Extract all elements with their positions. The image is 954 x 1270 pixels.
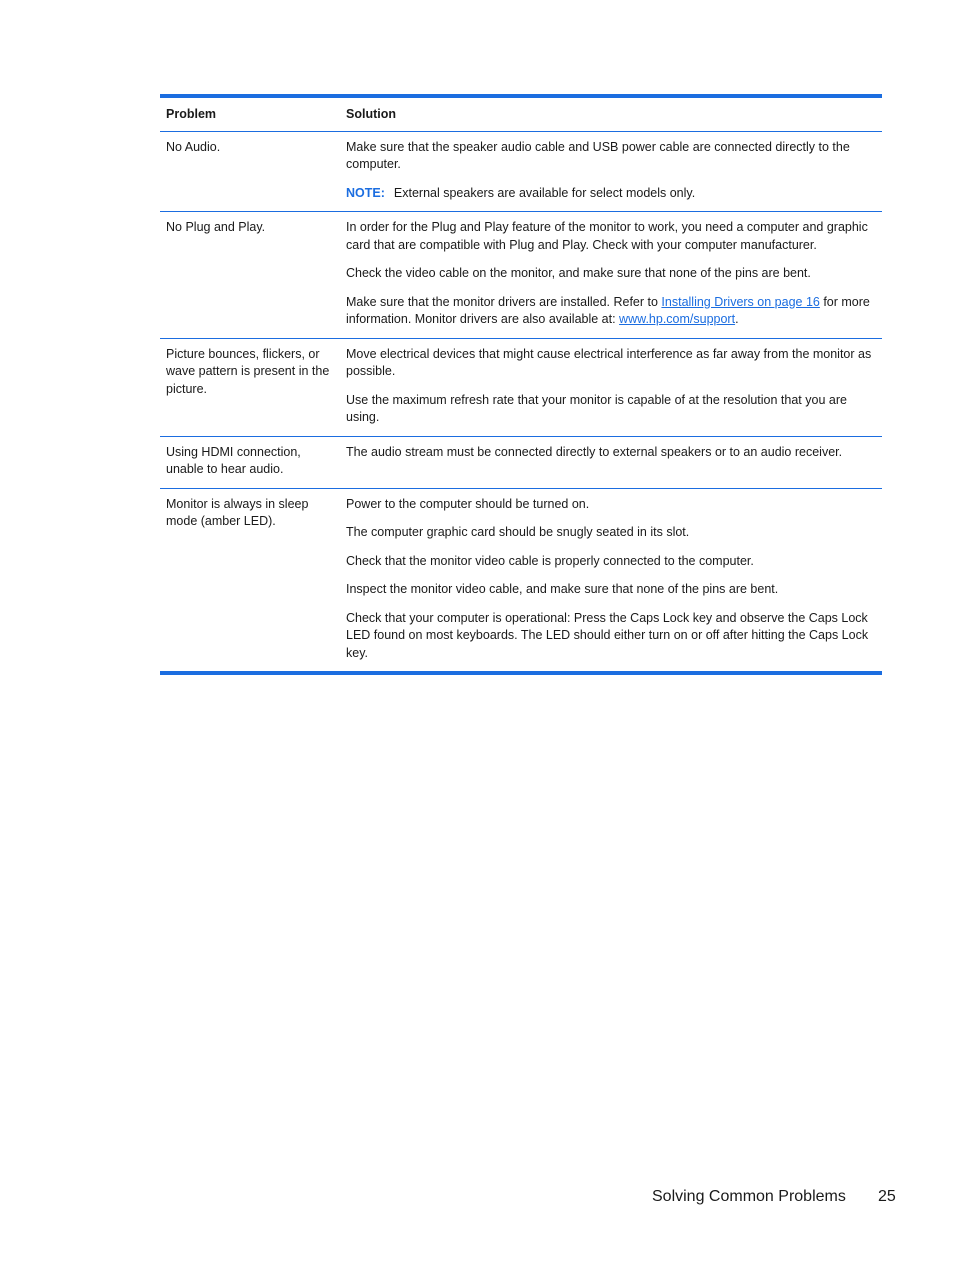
solution-text: In order for the Plug and Play feature of the monitor to work, you need a computer and graphic card that are compatible with Plug and Play. Check with your computer manufacturer. (346, 220, 868, 252)
solution-text: The computer graphic card should be snugly seated in its slot. (346, 525, 690, 539)
solution-text: Check that the monitor video cable is properly connected to the computer. (346, 553, 754, 568)
problem-cell: Using HDMI connection, unable to hear audio. (160, 436, 340, 488)
problem-cell: No Plug and Play. (160, 212, 340, 339)
solution-text: The audio stream must be connected directly to external speakers or to an audio receiver. (346, 444, 843, 459)
footer-section-title: Solving Common Problems (652, 1188, 846, 1205)
hp-support-link[interactable]: www.hp.com/support (619, 312, 736, 326)
solution-text: Check the video cable on the monitor, and make sure that none of the pins are bent. (346, 266, 811, 280)
problem-cell: Monitor is always in sleep mode (amber LED). (166, 496, 309, 528)
solution-cell (340, 212, 882, 339)
solution-cell (340, 338, 882, 436)
header-problem: Problem (160, 98, 340, 131)
header-solution: Solution (340, 98, 882, 131)
note-label: NOTE: (346, 185, 385, 200)
table-header-row (160, 98, 882, 131)
table-row (160, 131, 882, 212)
drivers-suffix: . (735, 312, 739, 326)
installing-drivers-link[interactable]: Installing Drivers on page 16 (661, 294, 820, 309)
solution-text: Check that your computer is operational: Press the Caps Lock key and observe the Caps Lock LED found on most keyboards. The LED should either turn on or off after hitting the Caps Lock key. (346, 610, 869, 660)
page-footer (652, 1188, 896, 1206)
table-row (160, 436, 882, 488)
note (346, 185, 876, 203)
problem-cell: Picture bounces, flickers, or wave pattern is present in the picture. (160, 338, 340, 436)
solution-cell (340, 131, 882, 212)
troubleshooting-table (160, 94, 882, 675)
drivers-middle: for more information. Monitor drivers are also available at: (346, 294, 870, 326)
drivers-paragraph (346, 294, 876, 329)
solution-cell (340, 488, 882, 671)
problem-cell: No Audio. (160, 131, 340, 212)
problem-solution-table (160, 98, 882, 671)
drivers-prefix: Make sure that the monitor drivers are installed. Refer to (346, 294, 662, 309)
table-row (160, 488, 882, 671)
table-row (160, 338, 882, 436)
page-number: 25 (878, 1188, 896, 1205)
solution-text: Power to the computer should be turned on. (346, 496, 590, 511)
solution-cell (340, 436, 882, 488)
solution-text: Inspect the monitor video cable, and make sure that none of the pins are bent. (346, 582, 779, 596)
solution-text: Move electrical devices that might cause electrical interference as far away from the monitor as possible. (346, 346, 872, 378)
solution-text: Make sure that the speaker audio cable and USB power cable are connected directly to the computer. (346, 139, 850, 171)
note-text: External speakers are available for select models only. (393, 185, 696, 200)
solution-text: Use the maximum refresh rate that your monitor is capable of at the resolution that you are using. (346, 392, 847, 424)
table-row (160, 212, 882, 339)
